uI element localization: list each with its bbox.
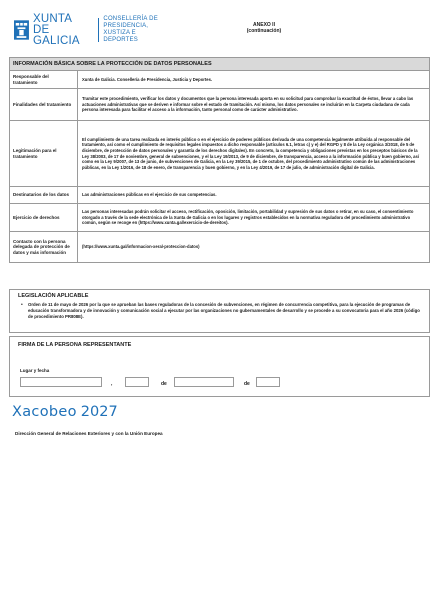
row-text: Las administraciones públicas en el ejercicio de sus competencias.	[82, 192, 217, 198]
signature-title: FIRMA DE LA PERSONA REPRESENTANTE	[18, 342, 132, 348]
logo-line-1: XUNTA	[32, 12, 73, 25]
data-protection-header	[10, 58, 429, 71]
footer-text: Dirección General de Relaciones Exteriores y con la Unión Europea	[15, 431, 163, 436]
conselleria-name	[103, 16, 164, 44]
signature-section	[9, 336, 430, 397]
row-label: Legitimación para el tratamiento	[10, 121, 78, 186]
conselleria-line-3: XUSTIZA E DEPORTES	[103, 30, 138, 43]
row-text: (https://www.xunta.gal/informacion-xeral-proteccion-datos)	[82, 244, 200, 250]
xunta-shield-icon	[14, 19, 29, 41]
place-date-label: Lugar y fecha	[20, 368, 50, 373]
place-field[interactable]	[20, 377, 102, 387]
table-row	[10, 232, 429, 262]
table-row	[10, 71, 429, 89]
day-field[interactable]	[125, 377, 149, 387]
annex-title: ANEXO II	[253, 22, 275, 28]
conselleria-line-1: CONSELLERÍA DE	[103, 16, 158, 22]
xacobeo-year: 2027	[80, 404, 118, 420]
row-label: Finalidades del tratamiento	[10, 89, 78, 120]
table-row	[10, 121, 429, 187]
row-text: Tramitar este procedimiento, verificar los datos y documentos que la persona interesada aporta en su solicitud para comprobar la exactitud de éstos, llevar a cabo las actuaciones administrativas que se deriven e informar sobre el estado de tramitación. Así mismo, los datos personales se incluirán en la Carpeta ciudadana de cada persona interesada para facilitar el acceso a la información, tanto personal como de carácter administrativo.	[82, 96, 414, 113]
logo-line-2: DE GALICIA	[32, 23, 80, 47]
annex-subtitle: (continuación)	[246, 28, 282, 34]
row-label: Ejercicio de derechos	[10, 204, 78, 231]
data-protection-title: INFORMACIÓN BÁSICA SOBRE LA PROTECCIÓN DE DATOS PERSONALES	[10, 58, 429, 70]
legislation-title: LEGISLACIÓN APLICABLE	[18, 293, 89, 299]
table-row	[10, 187, 429, 204]
month-field[interactable]	[174, 377, 234, 387]
xacobeo-name: Xacobeo	[12, 404, 77, 420]
xunta-wordmark	[33, 14, 92, 47]
list-item	[18, 302, 421, 319]
bullet-icon: •	[21, 302, 23, 308]
xunta-logo	[14, 12, 164, 47]
logo-divider	[98, 18, 99, 42]
row-label: Destinatarios de los datos	[10, 187, 78, 203]
row-label: Contacto con la persona delegada de protección de datos y más información	[10, 232, 78, 262]
de-separator: de	[161, 381, 167, 387]
row-text: El cumplimiento de una tarea realizada en interés público o en el ejercicio de poderes públicos derivada de una competencia legalmente atribuida al responsable del tratamiento, así como el cumplimiento de requisitos legales impuestos a dicho responsable (artículos 6.1, letras c) y e) del RGPD y 8 de la Ley orgánica 3/2018, de 5 de diciembre, de protección de datos personales y garantía de los derechos digitales). En concreto, la competencia y obligaciones previstas en los preceptos básicos de la Ley 38/2003, de 17 de noviembre, general de subvenciones, y el la Ley 19/2013, de 9 de diciembre, de transparencia, acceso a la información pública y buen gobierno, así como en la Ley 9/2007, de 13 de junio, de subvenciones de Galicia, en la Ley 39/2015, de 1 de octubre, del procedimiento administrativo común de las administraciones públicas, en la Ley 1/2016, de 18 de enero, de transparencia y buen gobierno, y en la Ley 4/2019, de 17 de julio, de administración digital de Galicia.	[82, 136, 419, 170]
page-header	[14, 12, 426, 48]
conselleria-line-2: PRESIDENCIA,	[103, 23, 149, 29]
legislation-text: Orden de 11 de mayo de 2026 por la que se aprueban las bases reguladoras de la concesión de subvenciones, en régimen de concurrencia competitiva, para la ejecución de programas de educación transformadora y de innovación y comunicación social a ejecutar por las organizaciones no gubernamentales de desarrollo y se procede a su convocatoria para el año 2026 (código de procedimiento PR808E).	[28, 302, 420, 319]
row-text: Xunta de Galicia. Consellería de Presidencia, Justicia y Deportes.	[82, 76, 213, 82]
annex-heading	[234, 22, 294, 34]
table-row	[10, 204, 429, 232]
data-protection-table	[9, 57, 430, 263]
table-row	[10, 89, 429, 121]
xacobeo-logo	[12, 401, 122, 423]
de-separator: de	[244, 381, 250, 387]
row-label: Responsable del tratamiento	[10, 71, 78, 88]
year-field[interactable]	[256, 377, 280, 387]
legislation-section	[9, 289, 430, 333]
row-text: Las personas interesadas podrán solicitar el acceso, rectificación, oposición, limitación, portabilidad y supresión de sus datos o retirar, en su caso, el consentimiento otorgado a través de la sede electrónica de la Xunta de Galicia o en los lugares y registros establecidos en la normativa reguladora del procedimiento administrativo común, según se recoge en (https://www.xunta.gal/exercicio-de-dereitos).	[82, 209, 414, 226]
comma-separator: ,	[111, 381, 113, 387]
